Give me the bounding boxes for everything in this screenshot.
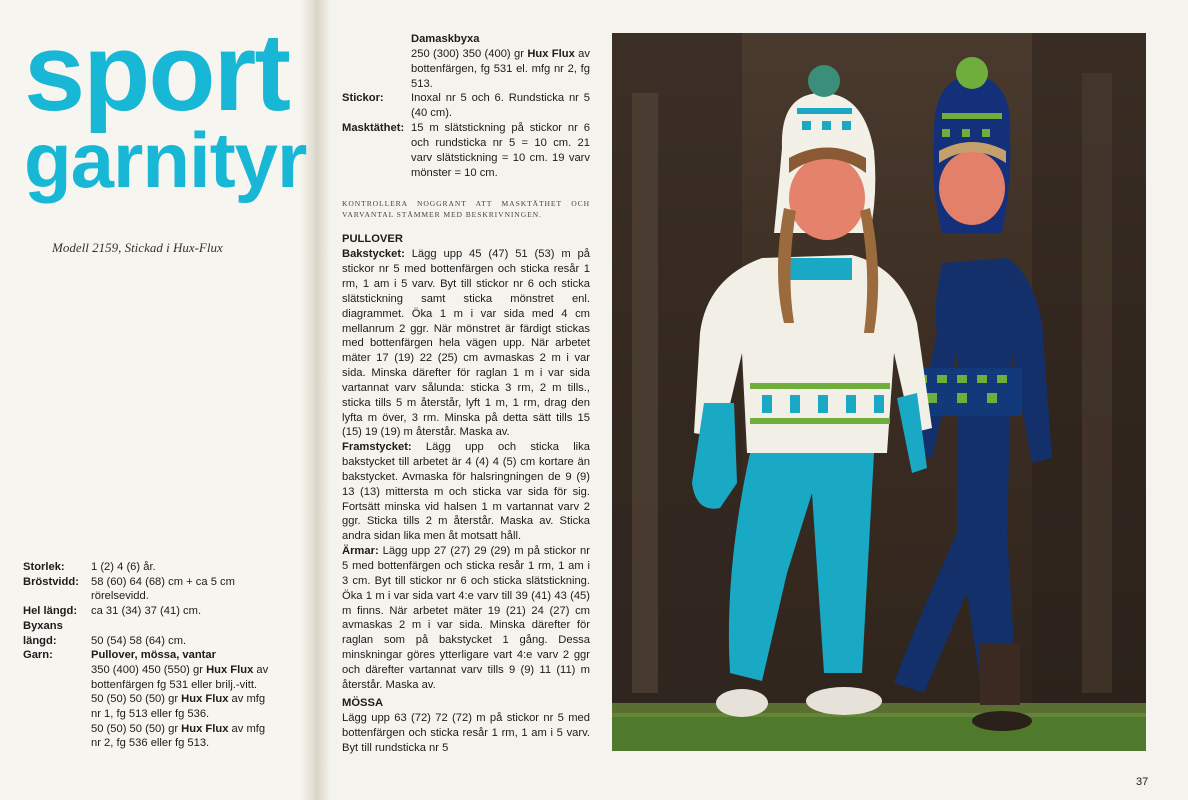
yarn-detail: av mfg nr 2, fg 536 eller fg 513. bbox=[91, 722, 266, 750]
gauge-value: 15 m slätstickning på stickor nr 6 och rundsticka nr 5 = 10 cm. 21 varv slätstickning = 10 cm. 19 varv mönster = 10 cm. bbox=[411, 122, 590, 179]
spec-value bbox=[91, 648, 273, 663]
yarn-brand: Hux Flux bbox=[206, 663, 254, 676]
spec-pants bbox=[23, 634, 273, 649]
page-number: 37 bbox=[1136, 776, 1149, 788]
front-text: Lägg upp och sticka lika bakstycket till arbetet är 4 (4) 4 (5) cm kortare än bakstycket. Avmaska för halsringningen de 9 (9) 13 (13) mittersta m och sticka var sida för sig. Fortsätt minska vid halsen 1 m vartannat varv 2 ggr. Sticka tills 2 m återstår. Maska av. Sticka andra sidan lika men åt motsatt håll. bbox=[342, 441, 590, 543]
yarn-line-2 bbox=[23, 692, 273, 721]
yarn-detail: av mfg nr 1, fg 513 eller fg 536. bbox=[91, 693, 266, 721]
needles-row bbox=[342, 91, 590, 121]
gauge-row bbox=[342, 121, 590, 180]
hat-section bbox=[342, 694, 590, 755]
page-title bbox=[24, 11, 307, 205]
yarn-brand: Hux Flux bbox=[181, 722, 229, 735]
title-line-2: garnityr bbox=[24, 116, 307, 205]
spec-pants-label bbox=[23, 619, 273, 634]
yarn-amount: 350 (400) 450 (550) gr bbox=[91, 663, 207, 676]
children-photo bbox=[612, 33, 1146, 751]
yarn-line-3 bbox=[23, 722, 273, 751]
gauge-notice: KONTROLLERA NOGGRANT ATT MASKTÄTHET OCH VARVANTAL STÄMMER MED BESKRIVNINGEN. bbox=[342, 199, 590, 220]
title-line-1: sport bbox=[24, 11, 289, 134]
spec-size bbox=[23, 560, 273, 575]
leggings-brand: Hux Flux bbox=[527, 47, 575, 60]
hat-text: Lägg upp 63 (72) 72 (72) m på stickor nr 5 med bottenfärgen och sticka resår 1 rm, 1 am i 5 varv. Byt till rundsticka nr 5 bbox=[342, 711, 590, 754]
yarn-brand: Hux Flux bbox=[181, 693, 229, 706]
needles-label: Stickor: bbox=[342, 92, 384, 105]
front-paragraph bbox=[342, 440, 590, 544]
front-label: Framstycket: bbox=[342, 441, 412, 454]
spec-yarn bbox=[23, 648, 273, 663]
photo-illustration bbox=[612, 33, 1146, 751]
spec-value: 58 (60) 64 (68) cm + ca 5 cm rörelsevidd. bbox=[91, 575, 235, 603]
spec-block bbox=[23, 560, 273, 751]
spec-value: ca 31 (34) 37 (41) cm. bbox=[91, 605, 202, 618]
spec-label: Bröstvidd: bbox=[23, 575, 79, 588]
spec-length bbox=[23, 604, 273, 619]
sleeves-paragraph bbox=[342, 544, 590, 692]
yarn-amount: 50 (50) 50 (50) gr bbox=[91, 693, 182, 706]
sleeves-label: Ärmar: bbox=[342, 545, 379, 558]
yarn-detail: av bottenfärgen fg 531 eller brilj.-vitt. bbox=[91, 663, 269, 691]
pullover-heading: PULLOVER bbox=[342, 233, 403, 246]
leggings-yarn bbox=[342, 47, 590, 92]
back-label: Bakstycket: bbox=[342, 248, 405, 261]
spec-chest bbox=[23, 575, 273, 604]
needles-value: Inoxal nr 5 och 6. Rundsticka nr 5 (40 cm). bbox=[411, 92, 590, 120]
hat-heading: MÖSSA bbox=[342, 697, 384, 709]
leggings-detail: av bottenfärgen, fg 531 el. mfg nr 2, fg 513. bbox=[411, 47, 590, 90]
leggings-heading: Damaskbyxa bbox=[411, 33, 480, 45]
spec-label: Hel längd: bbox=[23, 605, 78, 618]
gauge-label: Masktäthet: bbox=[342, 122, 405, 135]
model-subtitle: Modell 2159, Stickad i Hux-Flux bbox=[52, 240, 223, 255]
spec-value: 1 (2) 4 (6) år. bbox=[91, 561, 156, 573]
spec-label: Byxans bbox=[23, 619, 63, 632]
yarn-line-1 bbox=[23, 663, 273, 692]
sleeves-text: Lägg upp 27 (27) 29 (29) m på stickor nr 5 med bottenfärgen och sticka resår 1 rm, 1 am i 3 cm. Byt till stickor nr 6 och sticka slätstickning. Öka 1 m i var sida vart 4:e varv till 39 (41) 43 (45) m finns. När arbetet mäter 19 (21) 24 (27) cm avmaskas 2 m i var sida. Minska därefter för raglan som på bakstycket 1 gång. Dessa minskningar göres ytterligare vart 4:e varv 2 ggr och därefter vartannat varv tills 9 (9) 11 (11) m återstår. Maska av. bbox=[342, 545, 590, 691]
spec-label: Garn: bbox=[23, 649, 53, 662]
spec-label: Storlek: bbox=[23, 561, 65, 573]
back-paragraph bbox=[342, 247, 590, 440]
leggings-amount: 250 (300) 350 (400) gr bbox=[411, 47, 528, 60]
yarn-head: Pullover, mössa, vantar bbox=[91, 649, 216, 662]
instructions-column bbox=[342, 32, 590, 693]
yarn-amount: 50 (50) 50 (50) gr bbox=[91, 722, 182, 735]
spec-label: längd: bbox=[23, 634, 57, 647]
back-text: Lägg upp 45 (47) 51 (53) m på stickor nr 5 med bottenfärgen och sticka resår 1 rm, 1 am i 5 varv. Byt till stickor nr 6 och sticka slätstickning samt sticka mönstret enl. diagrammet. Öka 1 m i var sida med 4 cm mellanrum 2 ggr. När mönstret är färdigt stickas med bottenfärgen hela vägen upp. När arbetet mäter 17 (19) 22 (25) cm avmaskas 2 m i var sida. Minska därefter för raglan 1 m i var sida vartannat varv sålunda: sticka 3 rm, 2 m tills., sticka tills 5 m återstår, lyft 1 m, 1 rm, drag den lyfta m över, 3 rm. Minska på detta sätt tills 15 (15) 19 (19) m återstår. Maska av. bbox=[342, 248, 590, 439]
spec-value: 50 (54) 58 (64) cm. bbox=[91, 634, 187, 647]
